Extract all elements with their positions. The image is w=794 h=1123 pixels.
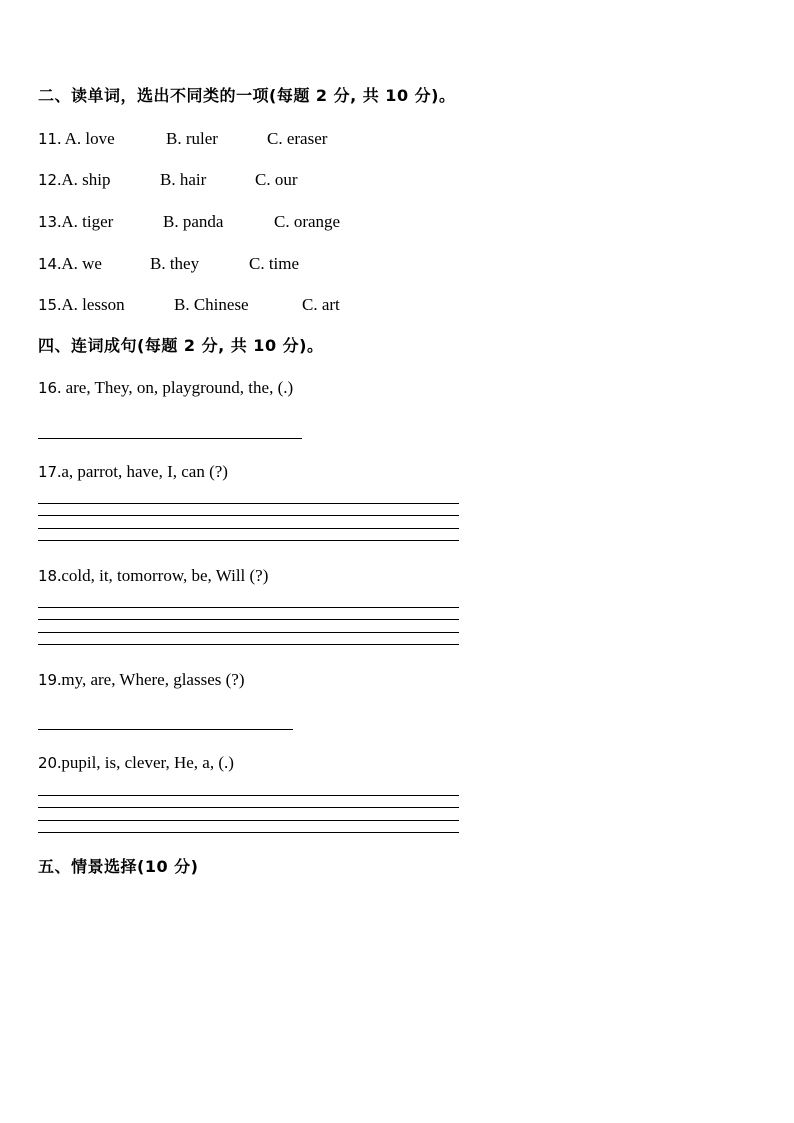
question-number: 12 <box>38 171 58 189</box>
option-b: B. Chinese <box>174 295 249 314</box>
option-b: B. ruler <box>166 129 218 148</box>
question-number: 11 <box>38 130 58 148</box>
question-number: 14 <box>38 255 58 273</box>
option-b: B. panda <box>163 212 224 231</box>
answer-line[interactable] <box>38 503 459 504</box>
question-number: 16 <box>38 379 58 397</box>
answer-line[interactable] <box>38 729 293 730</box>
answer-line[interactable] <box>38 515 459 516</box>
answer-line[interactable] <box>38 644 459 645</box>
question-17 <box>38 462 228 482</box>
question-number: 18 <box>38 567 58 585</box>
option-a: A. we <box>61 254 102 273</box>
question-19 <box>38 670 244 690</box>
option-c: C. our <box>255 170 298 189</box>
question-number: 19 <box>38 671 58 689</box>
question-number: 15 <box>38 296 58 314</box>
option-c: C. time <box>249 254 300 273</box>
option-a: A. lesson <box>61 295 125 314</box>
option-c: C. eraser <box>267 129 328 148</box>
answer-line[interactable] <box>38 528 459 529</box>
question-16 <box>38 378 293 398</box>
question-separator: . <box>57 212 62 231</box>
section-5-heading: 五、情景选择(10 分) <box>38 857 199 876</box>
answer-line[interactable] <box>38 607 459 608</box>
question-11 <box>38 129 328 149</box>
question-number: 20 <box>38 754 58 772</box>
answer-line[interactable] <box>38 795 459 796</box>
question-words: . are, They, on, playground, the, (.) <box>57 378 294 397</box>
question-number: 13 <box>38 213 58 231</box>
option-c: C. orange <box>274 212 341 231</box>
question-separator: . <box>57 295 62 314</box>
option-b: B. hair <box>160 170 207 189</box>
question-words: .my, are, Where, glasses (?) <box>57 670 245 689</box>
section-2-heading: 二、读单词，选出不同类的一项(每题 2 分, 共 10 分)。 <box>38 86 456 105</box>
question-14 <box>38 254 300 274</box>
option-c: C. art <box>302 295 340 314</box>
option-a: A. love <box>64 129 115 148</box>
question-12 <box>38 170 298 190</box>
question-separator: . <box>57 254 62 273</box>
option-b: B. they <box>150 254 200 273</box>
question-words: .a, parrot, have, I, can (?) <box>57 462 228 481</box>
question-separator: . <box>57 129 65 148</box>
question-18 <box>38 566 268 586</box>
question-words: .pupil, is, clever, He, a, (.) <box>57 753 234 772</box>
question-15 <box>38 295 340 315</box>
answer-line[interactable] <box>38 540 459 541</box>
answer-line[interactable] <box>38 632 459 633</box>
answer-line[interactable] <box>38 619 459 620</box>
question-words: .cold, it, tomorrow, be, Will (?) <box>57 566 269 585</box>
question-number: 17 <box>38 463 58 481</box>
option-a: A. ship <box>61 170 111 189</box>
question-13 <box>38 212 341 232</box>
question-20 <box>38 753 234 773</box>
answer-line[interactable] <box>38 807 459 808</box>
question-separator: . <box>57 170 62 189</box>
section-4-heading: 四、连词成句(每题 2 分, 共 10 分)。 <box>38 336 324 355</box>
option-a: A. tiger <box>61 212 114 231</box>
answer-line[interactable] <box>38 832 459 833</box>
answer-line[interactable] <box>38 438 302 439</box>
answer-line[interactable] <box>38 820 459 821</box>
